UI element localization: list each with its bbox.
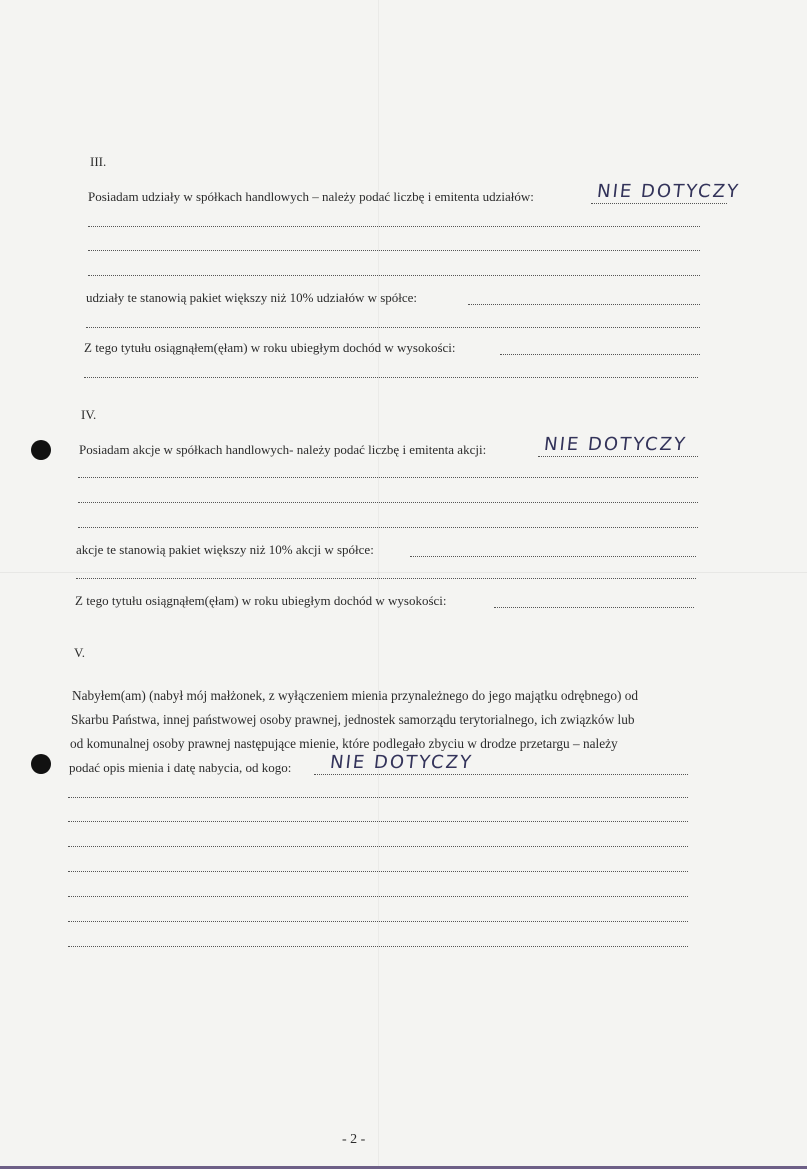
section-v-blank-line — [68, 896, 688, 897]
punch-hole — [31, 440, 51, 460]
section-v-blank-line — [68, 946, 688, 947]
section-iii-handwritten-answer: NIE DOTYCZY — [595, 181, 741, 202]
section-iii-income-label: Z tego tytułu osiągnąłem(ęłam) w roku ubiegłym dochód w wysokości: — [84, 340, 456, 355]
section-iv-stake-label: akcje te stanowią pakiet większy niż 10% akcji w spółce: — [76, 542, 374, 557]
section-iii-blank-line — [88, 226, 700, 227]
punch-hole — [31, 754, 51, 774]
section-iv-stake-line — [410, 556, 696, 557]
section-iv-answer-line — [538, 456, 698, 457]
section-iii-shares-label: Posiadam udziały w spółkach handlowych – należy podać liczbę i emitenta udziałów: — [88, 189, 534, 204]
section-v-blank-line — [68, 846, 688, 847]
section-v-blank-line — [68, 797, 688, 798]
section-v-heading: V. — [74, 645, 85, 660]
fold-line — [0, 572, 807, 573]
section-iii-blank-line — [88, 275, 700, 276]
section-iii-income-line — [500, 354, 700, 355]
section-iv-stocks-label: Posiadam akcje w spółkach handlowych- należy podać liczbę i emitenta akcji: — [79, 442, 487, 457]
section-v-text-line: Skarbu Państwa, innej państwowej osoby prawnej, jednostek samorządu terytorialnego, ich związków lub — [71, 712, 635, 727]
page-number: - 2 - — [342, 1132, 366, 1147]
section-iii-answer-line — [591, 203, 727, 204]
section-iii-blank-line — [84, 377, 698, 378]
section-iii-blank-line — [86, 327, 700, 328]
section-iv-blank-line — [78, 527, 698, 528]
section-iii-stake-label: udziały te stanowią pakiet większy niż 10% udziałów w spółce: — [86, 290, 418, 305]
section-iii-blank-line — [88, 250, 700, 251]
section-v-property-label: podać opis mienia i datę nabycia, od kogo: — [69, 760, 292, 775]
section-v-text-line: od komunalnej osoby prawnej następujące mienie, które podlegało zbyciu w drodze przetargu – należy — [70, 736, 618, 751]
section-v-answer-line — [314, 774, 688, 775]
section-v-handwritten-answer: NIE DOTYCZY — [328, 752, 474, 773]
section-iii-heading: III. — [90, 154, 107, 169]
fold-line-vertical — [378, 0, 379, 1169]
section-iv-blank-line — [78, 502, 698, 503]
section-iv-handwritten-answer: NIE DOTYCZY — [542, 434, 688, 455]
section-iii-stake-line — [468, 304, 700, 305]
section-v-blank-line — [68, 871, 688, 872]
section-iv-income-line — [494, 607, 694, 608]
section-iv-income-label: Z tego tytułu osiągnąłem(ęłam) w roku ubiegłym dochód w wysokości: — [75, 593, 447, 608]
section-iv-heading: IV. — [81, 407, 97, 422]
section-iv-blank-line — [78, 477, 698, 478]
section-v-blank-line — [68, 821, 688, 822]
section-v-text-line: Nabyłem(am) (nabył mój małżonek, z wyłączeniem mienia przynależnego do jego majątku odrębnego) od — [72, 688, 639, 703]
section-iv-blank-line — [76, 578, 696, 579]
section-v-blank-line — [68, 921, 688, 922]
